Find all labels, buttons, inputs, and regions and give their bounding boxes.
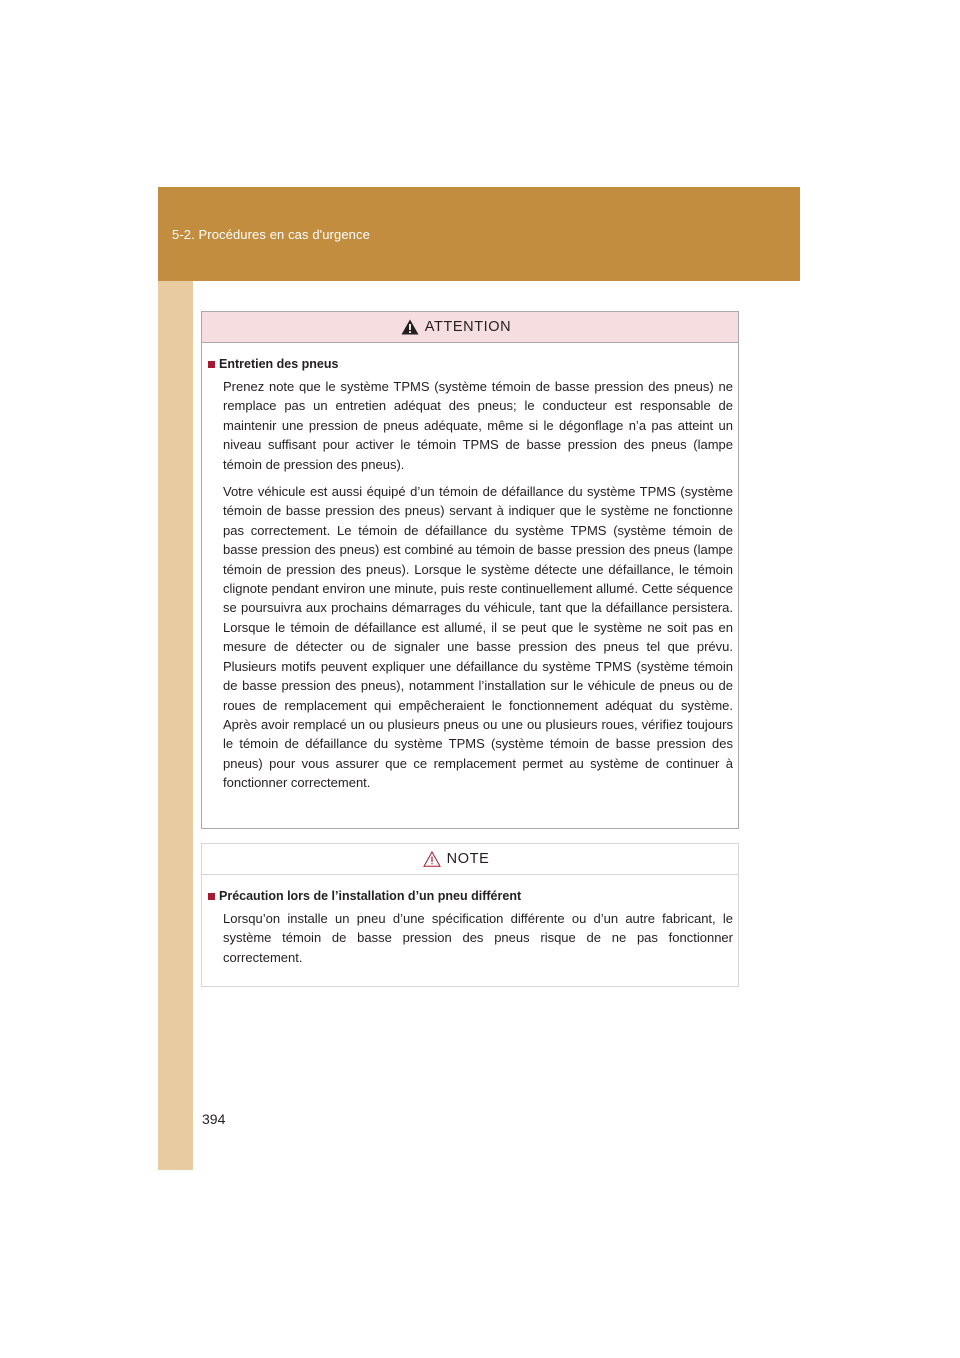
- note-header: [202, 844, 738, 875]
- warning-triangle-icon: [401, 319, 419, 335]
- note-heading-text: Précaution lors de l’installation d’un pneu différent: [219, 889, 522, 903]
- bullet-square-icon: [208, 361, 215, 368]
- attention-title: ATTENTION: [424, 319, 512, 335]
- attention-box: [201, 311, 739, 829]
- note-title: NOTE: [446, 851, 490, 867]
- attention-body: [202, 343, 738, 793]
- note-box: [201, 843, 739, 987]
- page-number: 394: [202, 1111, 226, 1127]
- bullet-square-icon: [208, 893, 215, 900]
- section-title: 5-2. Procédures en cas d'urgence: [172, 227, 370, 242]
- attention-header: [202, 312, 738, 343]
- attention-heading-text: Entretien des pneus: [219, 357, 339, 371]
- side-tab-strip: [158, 281, 193, 1170]
- note-item-heading: [208, 889, 733, 903]
- note-body: [202, 875, 738, 967]
- warning-triangle-outline-icon: [423, 851, 441, 867]
- attention-paragraph: Prenez note que le système TPMS (système témoin de basse pression des pneus) ne remplace pas un entretien adéquat des pneus; le conducteur est responsable de maintenir une pression de pneus adéquate, même si le dégonflage n’a pas atteint un niveau suffisant pour activer le témoin TPMS de basse pression des pneus (lampe témoin de pression des pneus).: [223, 379, 733, 472]
- attention-item-heading: [208, 357, 733, 371]
- attention-paragraph: Votre véhicule est aussi équipé d’un témoin de défaillance du système TPMS (système témoin de basse pression des pneus) servant à indiquer que le système ne fonctionne pas correctement. Le témoin de défaillance du système TPMS (système témoin de basse pression des pneus) est combiné au témoin de basse pression des pneus (lampe témoin de pression des pneus). Lorsque le système détecte une défaillance, le témoin clignote pendant environ une minute, puis reste continuellement allumé. Cette séquence se poursuivra aux prochains démarrages du véhicule, tant que la défaillance persistera. Lorsque le témoin de défaillance est allumé, il se peut que le système ne soit pas en mesure de détecter ou de signaler une basse pression des pneus tel que prévu. Plusieurs motifs peuvent expliquer une défaillance du système TPMS (système témoin de basse pression des pneus), notamment l’installation sur le véhicule de pneus ou de roues de remplacement qui empêcheraient le fonctionnement adéquat du système. Après avoir remplacé un ou plusieurs pneus ou une ou plusieurs roues, vérifiez toujours le témoin de défaillance du système TPMS (système témoin de basse pression des pneus) pour vous assurer que ce remplacement permet au système de continuer à fonctionner correctement.: [223, 484, 733, 791]
- chapter-header-band: [158, 187, 800, 281]
- note-paragraph: Lorsqu’on installe un pneu d’une spécification différente ou d’un autre fabricant, le système témoin de basse pression des pneus risque de ne pas fonctionner correctement.: [223, 911, 733, 965]
